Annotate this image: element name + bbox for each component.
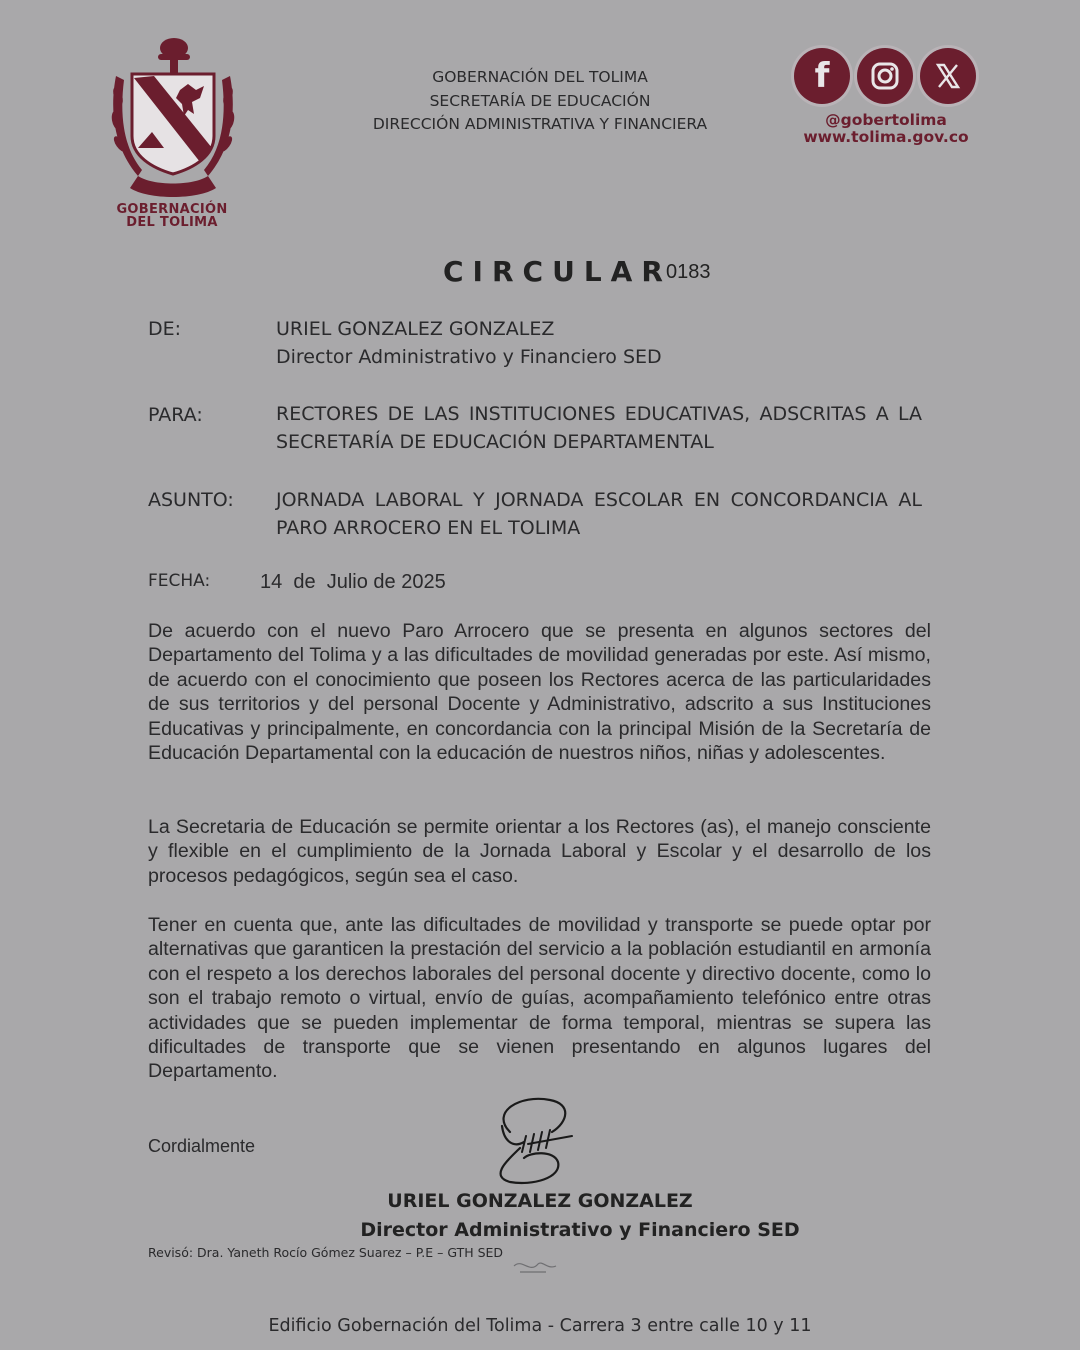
website-link[interactable]: www.tolima.gov.co [803, 128, 969, 146]
para-line-1: RECTORES DE LAS INSTITUCIONES EDUCATIVAS, ADSCRITAS A LA [276, 403, 922, 425]
x-glyph [934, 62, 962, 90]
social-contact [786, 112, 986, 146]
header-line-1: GOBERNACIÓN DEL TOLIMA [432, 68, 648, 86]
de-role: Director Administrativo y Financiero SED [276, 346, 662, 368]
para-line-2: SECRETARÍA DE EDUCACIÓN DEPARTAMENTAL [276, 431, 714, 453]
fecha-value: 14 de Julio de 2025 [260, 571, 446, 593]
asunto-line-2: PARO ARROCERO EN EL TOLIMA [276, 517, 581, 539]
asunto-label: ASUNTO: [148, 489, 234, 511]
crest-caption-line1: GOBERNACIÓN [116, 202, 228, 217]
header-line-2: SECRETARÍA DE EDUCACIÓN [429, 91, 651, 110]
signer-name: URIEL GONZALEZ GONZALEZ [387, 1190, 693, 1212]
crest-caption-line2: DEL TOLIMA [126, 215, 218, 230]
de-value [276, 315, 922, 371]
asunto-value [276, 486, 922, 542]
instagram-glyph [870, 61, 900, 91]
de-label: DE: [148, 318, 182, 340]
fecha-label: FECHA: [148, 571, 211, 591]
body-paragraph-3: Tener en cuenta que, ante las dificultades de movilidad y transporte se puede optar por alternativas que garanticen la prestación del servicio a la población estudiantil en armonía con el respeto a los derechos laborales del personal docente y directivo docente, como lo son el trabajo remoto o virtual, envío de guías, acompañamiento telefónico entre otras actividades que se pueden implementar de forma temporal, mientras se supera las dificultades de transporte que se vienen presentando en algunos lugares del Departamento. [148, 914, 931, 1083]
circular-number: 0183 [666, 261, 711, 283]
handwritten-signature [480, 1092, 590, 1188]
social-handle[interactable]: @gobertolima [825, 111, 947, 129]
document-title: CIRCULAR [443, 255, 672, 288]
instagram-icon[interactable] [857, 48, 913, 104]
header-institution-lines [340, 66, 740, 137]
header-line-3: DIRECCIÓN ADMINISTRATIVA Y FINANCIERA [372, 115, 708, 133]
facebook-icon[interactable]: f [794, 48, 850, 104]
initials-scribble [512, 1252, 558, 1278]
footer-address: Edificio Gobernación del Tolima - Carrera 3 entre calle 10 y 11 [268, 1316, 812, 1336]
asunto-line-1: JORNADA LABORAL Y JORNADA ESCOLAR EN CONCORDANCIA AL [276, 489, 922, 511]
para-label: PARA: [148, 404, 203, 426]
body-paragraph-2: La Secretaria de Educación se permite orientar a los Rectores (as), el manejo consciente y flexible en el cumplimiento de la Jornada Laboral y Escolar y el desarrollo de los procesos pedagógicos, según sea el caso. [148, 816, 931, 887]
signer-role: Director Administrativo y Financiero SED [360, 1219, 800, 1241]
de-name: URIEL GONZALEZ GONZALEZ [276, 318, 555, 340]
x-icon[interactable] [920, 48, 976, 104]
closing-text: Cordialmente [148, 1136, 256, 1156]
body-paragraph-1: De acuerdo con el nuevo Paro Arrocero que se presenta en algunos sectores del Departamento del Tolima y a las dificultades de movilidad generadas por este. Así mismo, de acuerdo con el conocimiento que poseen los Rectores acerca de las particularidades de sus territorios y del personal Docente y Administrativo, adscrito a sus Instituciones Educativas y principalmente, en concordancia con la principal Misión de la Secretaría de Educación Departamental con la educación de nuestros niños, niñas y adolescentes. [148, 620, 931, 765]
reviewed-by: Revisó: Dra. Yaneth Rocío Gómez Suarez – P.E – GTH SED [148, 1245, 504, 1260]
crest-caption [100, 203, 244, 229]
para-value [276, 400, 922, 456]
